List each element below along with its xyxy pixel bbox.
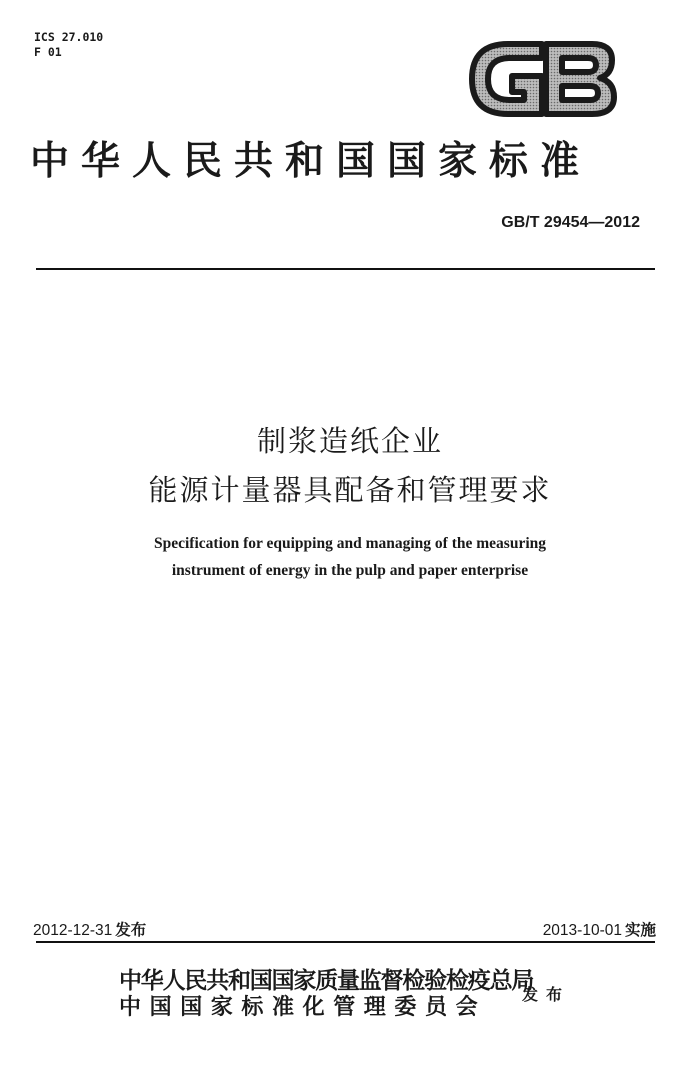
issue-date-label: 发布 <box>115 921 147 939</box>
implementation-date <box>543 918 656 940</box>
title-en-line2: instrument of energy in the pulp and paper enterprise <box>171 562 529 579</box>
implementation-date-value: 2013-10-01 <box>542 922 622 939</box>
issue-date <box>33 918 146 940</box>
ics-code: ICS 27.010 <box>34 30 104 44</box>
title-en-line1: Specification for equipping and managing of the measuring <box>154 535 546 552</box>
footer-divider <box>36 941 655 943</box>
header-divider <box>36 268 655 270</box>
gb-logo <box>466 38 618 120</box>
classification-codes <box>34 30 103 60</box>
publish-label: 发布 <box>522 985 571 1004</box>
standard-number: GB/T 29454—2012 <box>501 214 640 231</box>
title-cn-line1: 制浆造纸企业 <box>256 424 443 458</box>
standard-category: 中华人民共和国国家标准 <box>30 138 592 184</box>
ccs-code: F 01 <box>34 45 62 59</box>
issuer-line1: 中华人民共和国国家质量监督检验检疫总局 <box>119 967 534 994</box>
issue-date-value: 2012-12-31 <box>33 922 113 939</box>
implementation-date-label: 实施 <box>624 921 656 939</box>
title-cn-line2: 能源计量器具配备和管理要求 <box>148 473 552 507</box>
issuer-line2: 中国国家标准化管理委员会 <box>119 994 487 1020</box>
